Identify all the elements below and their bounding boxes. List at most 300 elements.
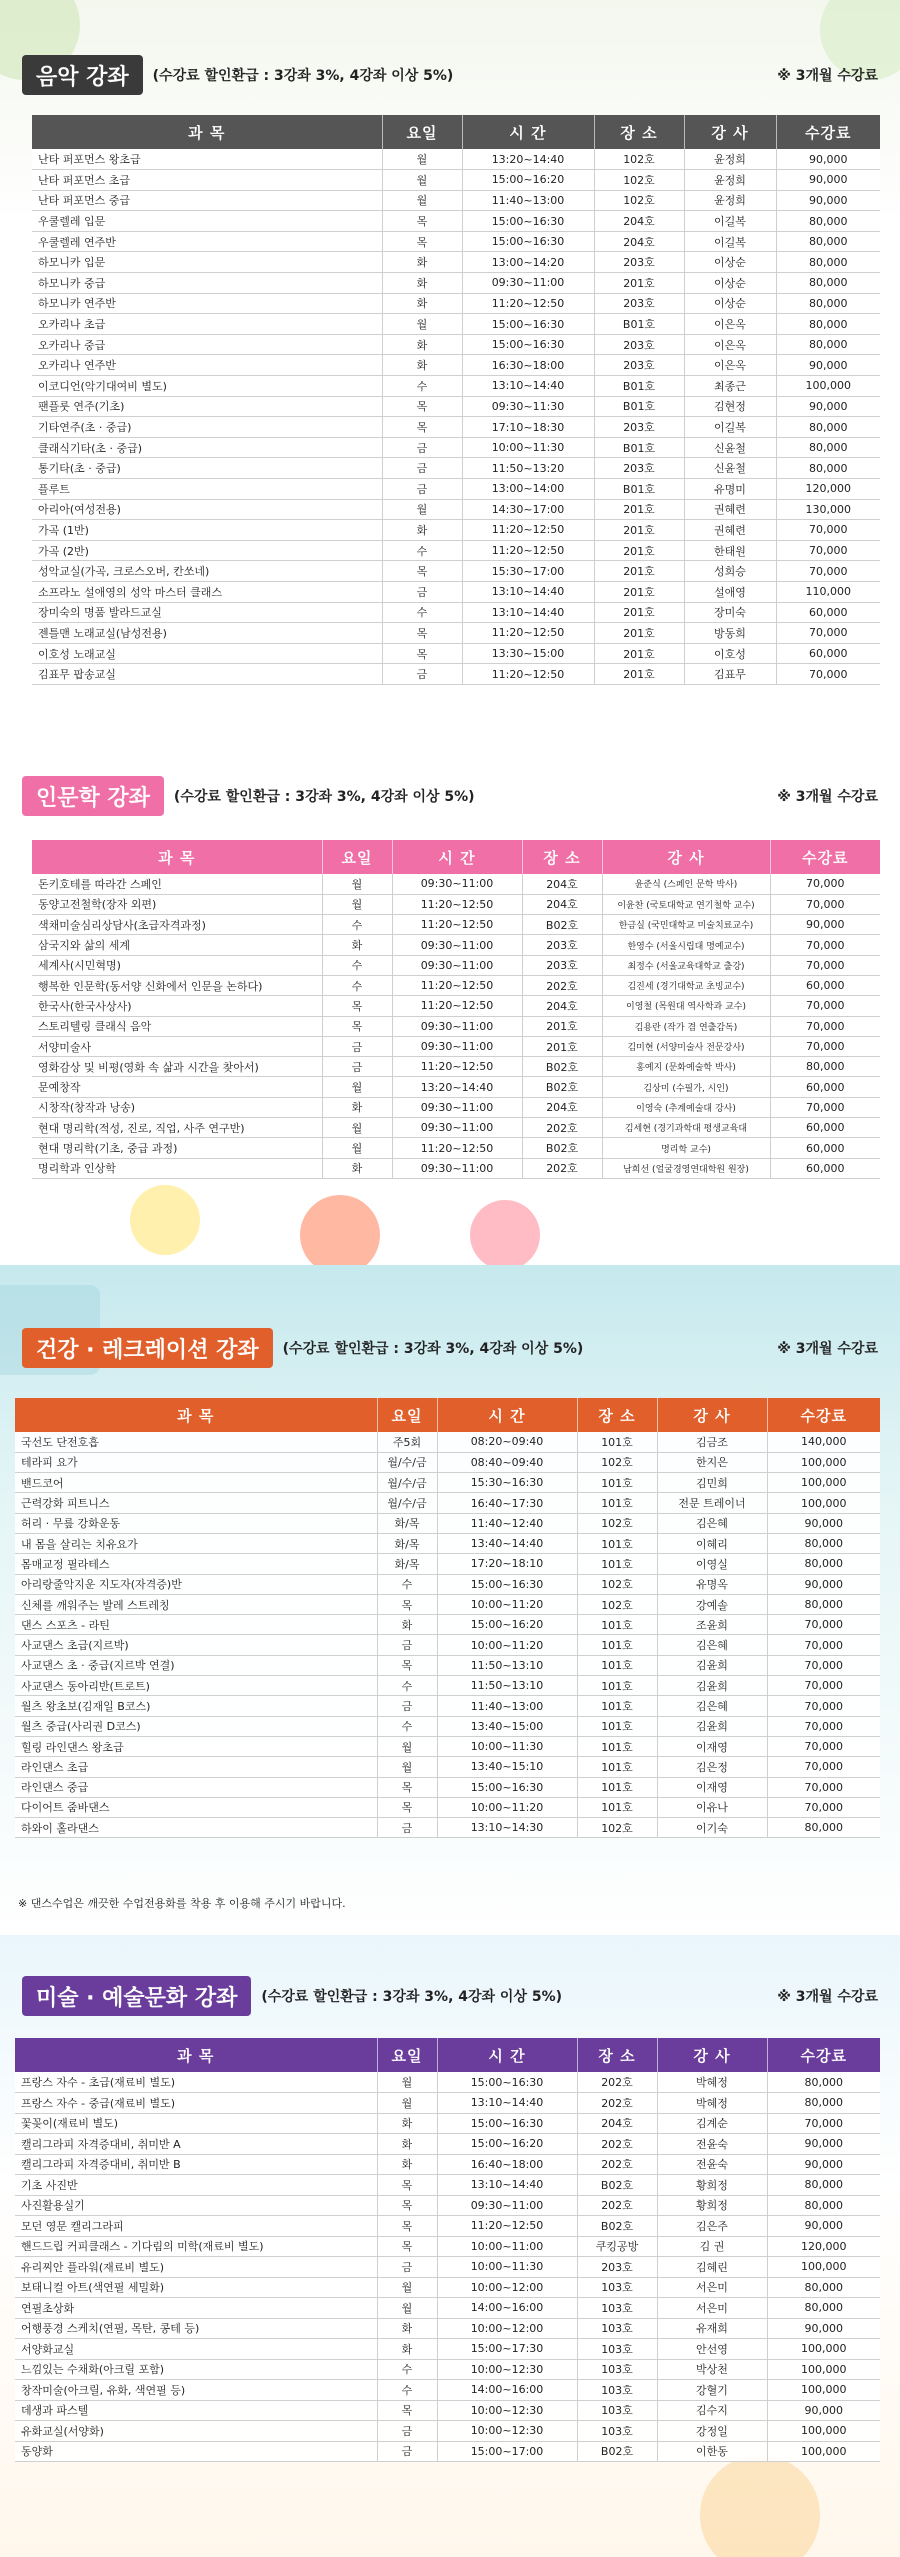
cell-time: 10:00~11:30 xyxy=(462,437,594,458)
cell-fee: 80,000 xyxy=(776,334,880,355)
table-row xyxy=(32,479,880,500)
cell-time: 13:10~14:30 xyxy=(437,1818,577,1838)
cell-room: 203호 xyxy=(594,334,684,355)
beach-decoration xyxy=(700,2455,820,2557)
table-row xyxy=(15,2359,880,2380)
cell-instructor: 윤준식 (스페인 문학 박사) xyxy=(602,874,770,894)
cell-room: 203호 xyxy=(594,458,684,479)
cell-time: 15:00~16:30 xyxy=(462,211,594,232)
cell-fee: 80,000 xyxy=(767,2093,880,2114)
cell-room: 103호 xyxy=(577,2277,657,2298)
cell-time: 10:00~11:20 xyxy=(437,1594,577,1614)
cell-course-name: 이호성 노래교실 xyxy=(32,643,382,664)
cell-fee: 80,000 xyxy=(767,1594,880,1614)
cell-instructor: 신윤철 xyxy=(684,458,776,479)
cell-time: 17:10~18:30 xyxy=(462,417,594,438)
cell-room: 101호 xyxy=(577,1655,657,1675)
table-row xyxy=(32,252,880,273)
cell-day: 수 xyxy=(377,1676,437,1696)
cell-course-name: 어행풍경 스케치(연필, 목탄, 콩테 등) xyxy=(15,2318,377,2339)
cell-course-name: 하모니카 입문 xyxy=(32,252,382,273)
cell-day: 수 xyxy=(377,1716,437,1736)
table-row xyxy=(32,355,880,376)
cell-fee: 70,000 xyxy=(767,1655,880,1675)
column-header-time: 시 간 xyxy=(392,840,522,874)
table-row xyxy=(32,293,880,314)
cell-day: 화 xyxy=(377,1615,437,1635)
health-discount: (수강료 할인환급 : 3강좌 3%, 4강좌 이상 5%) xyxy=(282,1341,584,1357)
cell-course-name: 시창작(창작과 낭송) xyxy=(32,1097,322,1117)
cell-time: 15:00~16:30 xyxy=(437,2113,577,2134)
cell-fee: 90,000 xyxy=(776,149,880,170)
cell-course-name: 근력강화 피트니스 xyxy=(15,1493,377,1513)
cell-room: 201호 xyxy=(522,1016,602,1036)
cell-day: 월 xyxy=(377,1736,437,1756)
cell-time: 11:40~13:00 xyxy=(437,1696,577,1716)
column-header-day: 요일 xyxy=(382,115,462,149)
cell-day: 금 xyxy=(382,437,462,458)
cell-room: 201호 xyxy=(594,499,684,520)
table-row xyxy=(15,2072,880,2093)
cell-room: B02호 xyxy=(577,2441,657,2462)
cell-course-name: 난타 퍼포먼스 중급 xyxy=(32,190,382,211)
cell-room: 203호 xyxy=(522,955,602,975)
table-row xyxy=(15,1655,880,1675)
cell-instructor: 김표무 xyxy=(684,664,776,685)
cell-instructor: 윤정희 xyxy=(684,170,776,191)
cell-room: 103호 xyxy=(577,2421,657,2442)
table-row xyxy=(32,581,880,602)
cell-fee: 80,000 xyxy=(767,2175,880,2196)
cell-course-name: 세계사(시민혁명) xyxy=(32,955,322,975)
cell-instructor: 강혈기 xyxy=(657,2380,767,2401)
cell-instructor: 이기숙 xyxy=(657,1818,767,1838)
cell-day: 목 xyxy=(382,231,462,252)
table-row xyxy=(15,1594,880,1614)
cell-day: 수 xyxy=(322,955,392,975)
cell-course-name: 팬플룻 연주(기초) xyxy=(32,396,382,417)
cell-instructor: 김계순 xyxy=(657,2113,767,2134)
grapefruit-decoration xyxy=(300,1195,380,1275)
cell-time: 09:30~11:00 xyxy=(392,935,522,955)
cell-fee: 70,000 xyxy=(770,935,880,955)
humanities-section xyxy=(0,745,900,1265)
table-row xyxy=(32,623,880,644)
humanities-period: ※ 3개월 수강료 xyxy=(777,789,878,805)
cell-instructor: 남희선 (얼굴경영연대학원 원장) xyxy=(602,1158,770,1178)
cell-time: 15:00~16:20 xyxy=(462,170,594,191)
cell-fee: 100,000 xyxy=(767,1473,880,1493)
cell-fee: 70,000 xyxy=(770,874,880,894)
cell-time: 13:10~14:40 xyxy=(462,581,594,602)
column-header-instructor: 강 사 xyxy=(657,1398,767,1432)
cell-room: 103호 xyxy=(577,2400,657,2421)
table-row xyxy=(15,2175,880,2196)
cell-time: 15:30~17:00 xyxy=(462,561,594,582)
cell-room: 102호 xyxy=(577,1818,657,1838)
cell-day: 수 xyxy=(322,915,392,935)
cell-room: 202호 xyxy=(577,2134,657,2155)
cell-day: 월 xyxy=(382,190,462,211)
cell-instructor: 이유나 xyxy=(657,1797,767,1817)
cell-room: 201호 xyxy=(594,561,684,582)
cell-course-name: 영화감상 및 비평(영화 속 삶과 시간을 찾아서) xyxy=(32,1057,322,1077)
cell-course-name: 허리 · 무릎 강화운동 xyxy=(15,1513,377,1533)
cell-day: 화 xyxy=(382,293,462,314)
cell-course-name: 국선도 단전호흡 xyxy=(15,1432,377,1452)
cell-room: 103호 xyxy=(577,2359,657,2380)
cell-room: 103호 xyxy=(577,2339,657,2360)
music-header xyxy=(22,52,878,98)
cell-instructor: 김은주 xyxy=(657,2216,767,2237)
cell-time: 13:20~14:40 xyxy=(392,1077,522,1097)
cell-room: B02호 xyxy=(522,915,602,935)
cell-course-name: 댄스 스포츠 - 라틴 xyxy=(15,1615,377,1635)
cell-fee: 80,000 xyxy=(776,273,880,294)
cell-day: 수 xyxy=(322,975,392,995)
table-row xyxy=(32,1138,880,1158)
cell-day: 금 xyxy=(382,458,462,479)
cell-course-name: 현대 명리학(적성, 진로, 직업, 사주 연구반) xyxy=(32,1118,322,1138)
cell-time: 10:00~11:00 xyxy=(437,2236,577,2257)
cell-course-name: 꽃꽂이(재료비 별도) xyxy=(15,2113,377,2134)
cell-time: 10:00~12:00 xyxy=(437,2318,577,2339)
cell-day: 금 xyxy=(382,581,462,602)
table-row xyxy=(32,314,880,335)
cell-room: 203호 xyxy=(522,935,602,955)
table-row xyxy=(32,643,880,664)
cell-time: 13:40~14:40 xyxy=(437,1533,577,1553)
cell-course-name: 하모니카 연주반 xyxy=(32,293,382,314)
cell-room: 201호 xyxy=(594,520,684,541)
cell-course-name: 서양미술사 xyxy=(32,1036,322,1056)
humanities-header xyxy=(22,773,878,819)
cell-room: B02호 xyxy=(577,2175,657,2196)
cell-instructor: 박혜정 xyxy=(657,2093,767,2114)
cell-instructor: 이윤찬 (국토대학교 연기철학 교수) xyxy=(602,894,770,914)
cell-fee: 70,000 xyxy=(770,1036,880,1056)
cell-course-name: 하와이 홀라댄스 xyxy=(15,1818,377,1838)
cell-room: 204호 xyxy=(522,1097,602,1117)
cell-fee: 60,000 xyxy=(770,1077,880,1097)
cell-course-name: 프랑스 자수 - 중급(재료비 별도) xyxy=(15,2093,377,2114)
cell-room: 203호 xyxy=(577,2257,657,2278)
cell-time: 09:30~11:00 xyxy=(392,1036,522,1056)
column-header-course-name: 과 목 xyxy=(32,840,322,874)
cell-instructor: 이은옥 xyxy=(684,314,776,335)
cell-fee: 120,000 xyxy=(767,2236,880,2257)
cell-instructor: 김혜린 xyxy=(657,2257,767,2278)
cell-fee: 70,000 xyxy=(770,894,880,914)
cell-room: 201호 xyxy=(594,540,684,561)
cell-instructor: 이호성 xyxy=(684,643,776,664)
cell-time: 14:00~16:00 xyxy=(437,2298,577,2319)
cell-instructor: 한금실 (국민대학교 미술치료교수) xyxy=(602,915,770,935)
cell-instructor: 장미숙 xyxy=(684,602,776,623)
cell-time: 13:10~14:40 xyxy=(462,376,594,397)
table-row xyxy=(15,1493,880,1513)
table-row xyxy=(15,2318,880,2339)
cell-course-name: 다이어트 줌바댄스 xyxy=(15,1797,377,1817)
cell-time: 15:00~16:30 xyxy=(462,231,594,252)
cell-room: 201호 xyxy=(594,602,684,623)
cell-fee: 70,000 xyxy=(767,2113,880,2134)
cell-instructor: 유명옥 xyxy=(657,1574,767,1594)
cell-fee: 130,000 xyxy=(776,499,880,520)
table-row xyxy=(32,231,880,252)
cell-day: 수 xyxy=(382,376,462,397)
table-row xyxy=(32,1118,880,1138)
column-header-fee: 수강료 xyxy=(770,840,880,874)
cell-course-name: 서양화교실 xyxy=(15,2339,377,2360)
cell-room: 102호 xyxy=(594,190,684,211)
art-period: ※ 3개월 수강료 xyxy=(777,1989,878,2005)
column-header-instructor: 강 사 xyxy=(602,840,770,874)
cell-instructor: 한지은 xyxy=(657,1452,767,1472)
art-header-row xyxy=(15,2038,880,2072)
cell-time: 08:20~09:40 xyxy=(437,1432,577,1452)
cell-room: 203호 xyxy=(594,417,684,438)
cell-room: 101호 xyxy=(577,1493,657,1513)
music-section xyxy=(0,0,900,745)
cell-fee: 140,000 xyxy=(767,1432,880,1452)
cell-course-name: 오카리나 연주반 xyxy=(32,355,382,376)
cell-time: 11:20~12:50 xyxy=(392,975,522,995)
cell-time: 11:40~12:40 xyxy=(437,1513,577,1533)
cell-room: 101호 xyxy=(577,1615,657,1635)
cell-room: 203호 xyxy=(594,252,684,273)
health-header xyxy=(22,1325,878,1371)
cell-time: 11:20~12:50 xyxy=(462,293,594,314)
table-row xyxy=(32,149,880,170)
cell-room: 204호 xyxy=(594,231,684,252)
table-row xyxy=(15,2154,880,2175)
cell-instructor: 박혜정 xyxy=(657,2072,767,2093)
cell-day: 금 xyxy=(382,664,462,685)
cell-day: 월 xyxy=(377,2277,437,2298)
table-row xyxy=(15,1797,880,1817)
cell-fee: 100,000 xyxy=(767,2257,880,2278)
cell-time: 15:00~16:30 xyxy=(437,2072,577,2093)
cell-course-name: 우쿨렐레 연주반 xyxy=(32,231,382,252)
cell-instructor: 성희승 xyxy=(684,561,776,582)
cell-room: B02호 xyxy=(522,1077,602,1097)
table-row xyxy=(32,273,880,294)
cell-day: 월 xyxy=(322,1118,392,1138)
cell-course-name: 라인댄스 초급 xyxy=(15,1757,377,1777)
cell-day: 금 xyxy=(377,2257,437,2278)
cell-instructor: 김은혜 xyxy=(657,1513,767,1533)
cell-room: B01호 xyxy=(594,396,684,417)
cell-course-name: 기초 사진반 xyxy=(15,2175,377,2196)
cell-day: 목 xyxy=(382,417,462,438)
cell-time: 09:30~11:30 xyxy=(462,396,594,417)
cell-day: 목 xyxy=(377,2195,437,2216)
table-row xyxy=(15,2113,880,2134)
cell-time: 13:10~14:40 xyxy=(462,602,594,623)
cell-day: 목 xyxy=(322,996,392,1016)
cell-day: 월 xyxy=(322,874,392,894)
cell-fee: 90,000 xyxy=(770,915,880,935)
cell-room: 101호 xyxy=(577,1736,657,1756)
cell-day: 금 xyxy=(377,1635,437,1655)
cell-time: 10:00~12:00 xyxy=(437,2277,577,2298)
cell-instructor: 안선영 xyxy=(657,2339,767,2360)
cell-day: 화 xyxy=(382,520,462,541)
cell-course-name: 창작미술(아크릴, 유화, 색연필 등) xyxy=(15,2380,377,2401)
cell-course-name: 난타 퍼포먼스 왕초급 xyxy=(32,149,382,170)
cell-time: 16:40~17:30 xyxy=(437,1493,577,1513)
cell-room: 203호 xyxy=(594,293,684,314)
cell-room: 101호 xyxy=(577,1777,657,1797)
cell-instructor: 김미현 (서양미술사 전문강사) xyxy=(602,1036,770,1056)
cell-room: 102호 xyxy=(594,149,684,170)
cell-instructor: 김민희 xyxy=(657,1473,767,1493)
cell-day: 목 xyxy=(377,1655,437,1675)
cell-course-name: 소프라노 설애영의 성악 마스터 클래스 xyxy=(32,581,382,602)
cell-time: 13:10~14:40 xyxy=(437,2175,577,2196)
cell-fee: 90,000 xyxy=(776,190,880,211)
cell-instructor: 윤정희 xyxy=(684,190,776,211)
cell-fee: 80,000 xyxy=(767,2298,880,2319)
cell-fee: 70,000 xyxy=(776,540,880,561)
cell-instructor: 이한동 xyxy=(657,2441,767,2462)
cell-day: 월 xyxy=(382,314,462,335)
cell-day: 목 xyxy=(377,2216,437,2237)
cell-course-name: 문예창작 xyxy=(32,1077,322,1097)
cell-room: 102호 xyxy=(577,1452,657,1472)
cell-instructor: 강정일 xyxy=(657,2421,767,2442)
cell-day: 월 xyxy=(377,2093,437,2114)
cell-time: 09:30~11:00 xyxy=(392,1118,522,1138)
cell-time: 11:20~12:50 xyxy=(392,996,522,1016)
cell-fee: 80,000 xyxy=(776,417,880,438)
cell-time: 16:40~18:00 xyxy=(437,2154,577,2175)
cell-day: 화 xyxy=(377,2154,437,2175)
cell-time: 11:20~12:50 xyxy=(392,1138,522,1158)
cell-course-name: 난타 퍼포먼스 초급 xyxy=(32,170,382,191)
cell-room: B01호 xyxy=(594,314,684,335)
table-row xyxy=(32,520,880,541)
cell-fee: 60,000 xyxy=(776,643,880,664)
cell-day: 목 xyxy=(382,643,462,664)
health-table xyxy=(15,1398,880,1838)
table-row xyxy=(15,1635,880,1655)
cell-course-name: 이코디언(악기대여비 별도) xyxy=(32,376,382,397)
cell-day: 수 xyxy=(377,2380,437,2401)
cell-day: 화 xyxy=(382,355,462,376)
cell-fee: 80,000 xyxy=(767,2277,880,2298)
cell-fee: 60,000 xyxy=(770,1118,880,1138)
cell-course-name: 모던 영문 캘리그라피 xyxy=(15,2216,377,2237)
table-row xyxy=(32,975,880,995)
cell-day: 수 xyxy=(382,602,462,623)
cell-time: 13:40~15:00 xyxy=(437,1716,577,1736)
cell-room: 202호 xyxy=(522,975,602,995)
cell-instructor: 김윤희 xyxy=(657,1655,767,1675)
cell-course-name: 젠틀맨 노래교실(남성전용) xyxy=(32,623,382,644)
cell-day: 목 xyxy=(382,396,462,417)
cell-fee: 60,000 xyxy=(770,1158,880,1178)
cell-day: 화 xyxy=(377,2339,437,2360)
cell-day: 목 xyxy=(382,211,462,232)
column-header-room: 장 소 xyxy=(522,840,602,874)
cell-day: 금 xyxy=(322,1036,392,1056)
cell-fee: 70,000 xyxy=(767,1777,880,1797)
cell-course-name: 유화교실(서양화) xyxy=(15,2421,377,2442)
cell-course-name: 캘리그라피 자격증대비, 취미반 A xyxy=(15,2134,377,2155)
cell-instructor: 이혜리 xyxy=(657,1533,767,1553)
art-title: 미술 · 예술문화 강좌 xyxy=(22,1976,251,2016)
cell-fee: 90,000 xyxy=(767,2318,880,2339)
cell-instructor: 한영수 (서울시립대 명예교수) xyxy=(602,935,770,955)
art-section xyxy=(0,1935,900,2557)
table-row xyxy=(32,1016,880,1036)
cell-course-name: 보태니컬 아트(색연필 세밀화) xyxy=(15,2277,377,2298)
watermelon-decoration xyxy=(470,1200,540,1270)
table-row xyxy=(15,1574,880,1594)
cell-fee: 80,000 xyxy=(776,231,880,252)
cell-instructor: 황희정 xyxy=(657,2195,767,2216)
cell-time: 15:30~16:30 xyxy=(437,1473,577,1493)
cell-time: 09:30~11:00 xyxy=(392,1097,522,1117)
cell-fee: 80,000 xyxy=(776,293,880,314)
cell-time: 15:00~16:20 xyxy=(437,2134,577,2155)
cell-instructor: 한태원 xyxy=(684,540,776,561)
table-row xyxy=(15,2277,880,2298)
table-row xyxy=(32,1158,880,1178)
cell-fee: 90,000 xyxy=(767,1513,880,1533)
cell-instructor: 김수지 xyxy=(657,2400,767,2421)
cell-fee: 70,000 xyxy=(767,1797,880,1817)
cell-time: 13:00~14:00 xyxy=(462,479,594,500)
cell-fee: 90,000 xyxy=(776,396,880,417)
cell-room: 101호 xyxy=(577,1432,657,1452)
cell-course-name: 오카리나 중급 xyxy=(32,334,382,355)
cell-fee: 70,000 xyxy=(767,1736,880,1756)
cell-day: 목 xyxy=(377,1594,437,1614)
cell-time: 09:30~11:00 xyxy=(392,1158,522,1178)
table-row xyxy=(15,2134,880,2155)
table-row xyxy=(32,602,880,623)
cell-fee: 100,000 xyxy=(767,2421,880,2442)
cell-time: 09:30~11:00 xyxy=(392,874,522,894)
table-row xyxy=(15,2236,880,2257)
column-header-fee: 수강료 xyxy=(776,115,880,149)
cell-fee: 80,000 xyxy=(776,252,880,273)
cell-course-name: 명리학과 인상학 xyxy=(32,1158,322,1178)
humanities-header-row xyxy=(32,840,880,874)
cell-time: 09:30~11:00 xyxy=(392,955,522,975)
cell-fee: 90,000 xyxy=(767,2400,880,2421)
table-row xyxy=(15,1716,880,1736)
cell-day: 화 xyxy=(382,334,462,355)
humanities-table xyxy=(32,840,880,1179)
cell-time: 10:00~12:30 xyxy=(437,2400,577,2421)
cell-room: 203호 xyxy=(594,355,684,376)
cell-course-name: 오카리나 초급 xyxy=(32,314,382,335)
music-title: 음악 강좌 xyxy=(22,55,143,95)
cell-instructor: 김세현 (경기과학대 평생교육대 xyxy=(602,1118,770,1138)
cell-day: 월 xyxy=(322,1138,392,1158)
cell-day: 목 xyxy=(382,561,462,582)
cell-room: 204호 xyxy=(522,996,602,1016)
cell-instructor: 이영숙 (추계예술대 강사) xyxy=(602,1097,770,1117)
cell-instructor: 강예솔 xyxy=(657,1594,767,1614)
cell-instructor: 이길복 xyxy=(684,417,776,438)
cell-course-name: 핸드드립 커피클래스 - 기다림의 미학(재료비 별도) xyxy=(15,2236,377,2257)
cell-room: B01호 xyxy=(594,479,684,500)
